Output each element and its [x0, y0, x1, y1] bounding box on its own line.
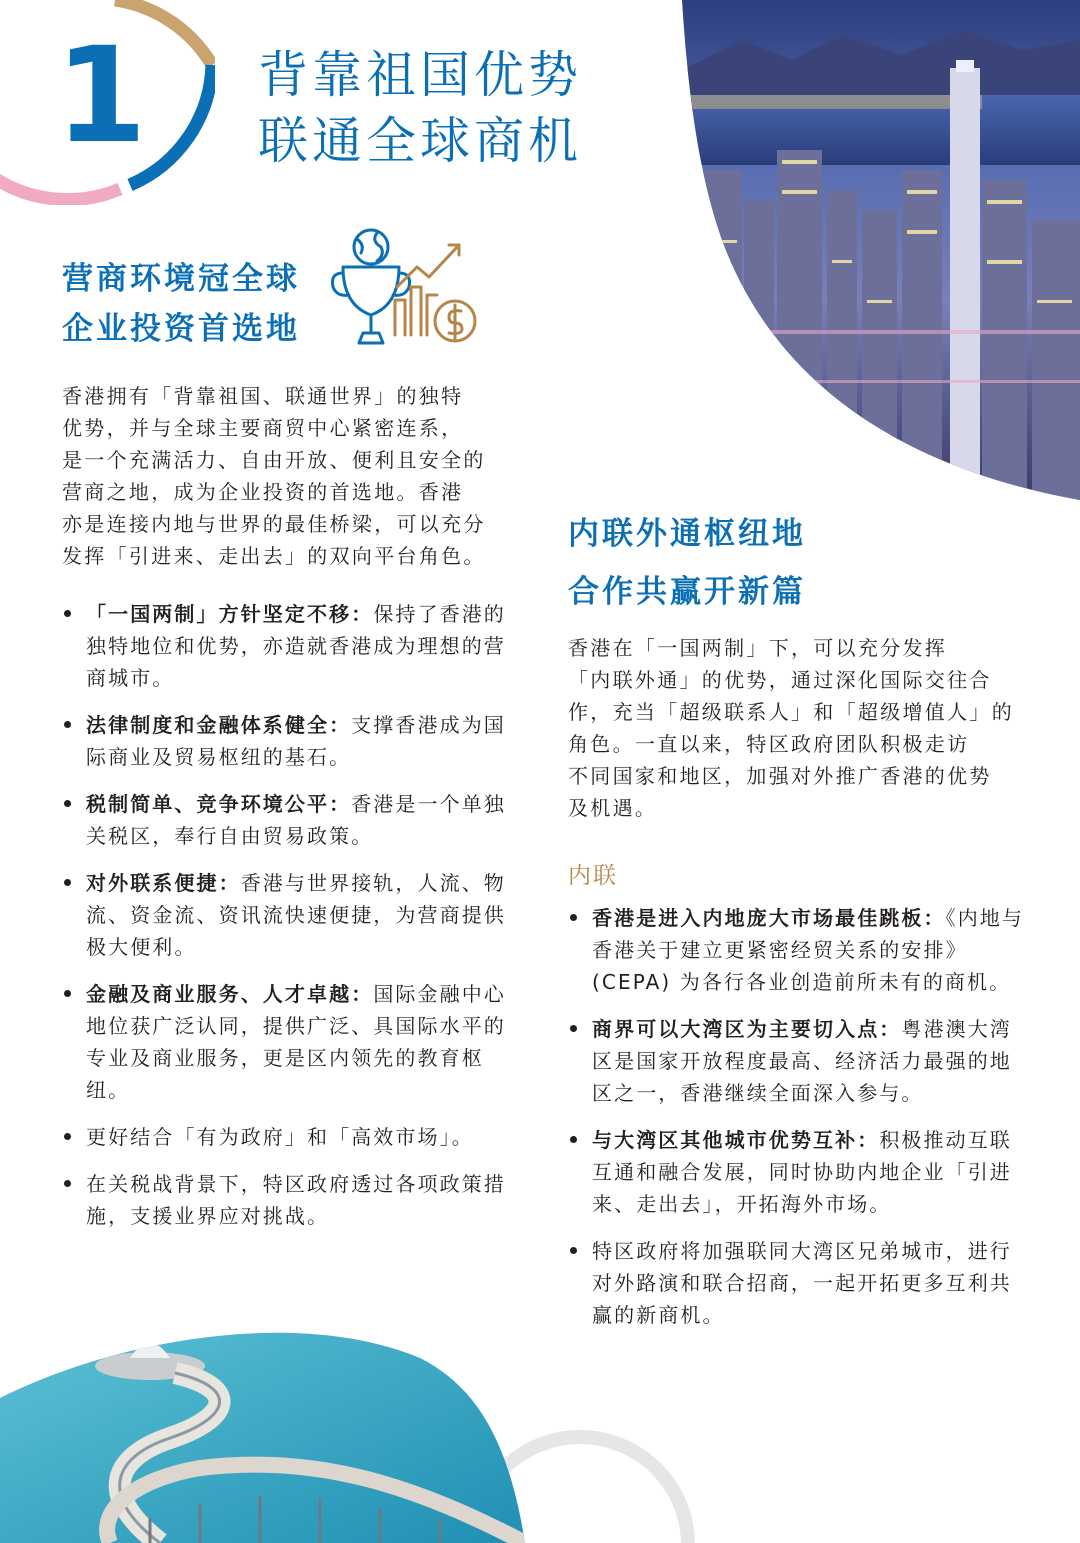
list-item: 对外联系便捷：香港与世界接轨，人流、物流、资金流、资讯流快速便捷，为营商提供极大便利。 [62, 867, 518, 963]
list-item: 税制简单、竞争环境公平：香港是一个单独关税区，奉行自由贸易政策。 [62, 788, 518, 852]
left-section-heading [62, 254, 300, 354]
right-heading-line1: 内联外通枢纽地 [568, 516, 806, 552]
list-item: 金融及商业服务、人才卓越：国际金融中心地位获广泛认同，提供广泛、具国际水平的专业及商业服务，更是区内领先的教育枢纽。 [62, 978, 518, 1106]
text-line: 作，充当「超级联系人」和「超级增值人」的 [568, 700, 1014, 724]
trophy-globe-chart-dollar-icon [325, 225, 485, 355]
list-item: 法律制度和金融体系健全：支撑香港成为国际商业及贸易枢纽的基石。 [62, 709, 518, 773]
text-line: 营商之地，成为企业投资的首选地。香港 [62, 480, 464, 504]
text-line: 香港拥有「背靠祖国、联通世界」的独特 [62, 384, 464, 408]
text-line: 优势，并与全球主要商贸中心紧密连系， [62, 416, 464, 440]
text-line: 角色。一直以来，特区政府团队积极走访 [568, 732, 970, 756]
text-line: 亦是连接内地与世界的最佳桥梁，可以充分 [62, 512, 486, 536]
list-item: 商界可以大湾区为主要切入点：粤港澳大湾区是国家开放程度最高、经济活力最强的地区之一，香港继续全面深入参与。 [568, 1013, 1024, 1109]
list-item: 更好结合「有为政府」和「高效市场」。 [62, 1121, 518, 1153]
left-heading-line2: 企业投资首选地 [62, 311, 300, 347]
hong-kong-zhuhai-macao-bridge-photo [0, 1318, 525, 1543]
list-item: 特区政府将加强联同大湾区兄弟城市，进行对外路演和联合招商，一起开拓更多互利共赢的新商机。 [568, 1235, 1024, 1331]
text-line: 是一个充满活力、自由开放、便利且安全的 [62, 448, 486, 472]
left-intro-paragraph [62, 380, 522, 572]
list-item: 在关税战背景下，特区政府透过各项政策措施，支援业界应对挑战。 [62, 1168, 518, 1232]
text-line: 「内联外通」的优势，通过深化国际交往合 [568, 668, 992, 692]
list-item: 与大湾区其他城市优势互补：积极推动互联互通和融合发展，同时协助内地企业「引进来、走出去」，开拓海外市场。 [568, 1124, 1024, 1220]
right-heading-line2: 合作共赢开新篇 [568, 574, 806, 610]
text-line: 及机遇。 [568, 796, 658, 820]
text-line: 香港在「一国两制」下，可以充分发挥 [568, 636, 948, 660]
text-line: 不同国家和地区，加强对外推广香港的优势 [568, 764, 992, 788]
list-item: 「一国两制」方针坚定不移：保持了香港的独特地位和优势，亦造就香港成为理想的营商城市。 [62, 598, 518, 694]
text-line: 发挥「引进来、走出去」的双向平台角色。 [62, 544, 486, 568]
right-intro-paragraph [568, 632, 1028, 824]
right-section-heading [568, 505, 806, 621]
list-item: 香港是进入内地庞大市场最佳跳板：《内地与香港关于建立更紧密经贸关系的安排》(CEPA) 为各行各业创造前所未有的商机。 [568, 902, 1024, 998]
right-bullet-list [568, 902, 1024, 1346]
left-bullet-list [62, 598, 518, 1247]
subheading-inner-link: 内联 [568, 863, 618, 889]
section-number: 1 [55, 19, 143, 173]
hong-kong-skyline-photo [682, 0, 1080, 500]
page-title-line2: 联通全球商机 [258, 112, 582, 170]
page-title-line1: 背靠祖国优势 [258, 46, 582, 104]
left-heading-line1: 营商环境冠全球 [62, 261, 300, 297]
page-title [258, 42, 582, 174]
